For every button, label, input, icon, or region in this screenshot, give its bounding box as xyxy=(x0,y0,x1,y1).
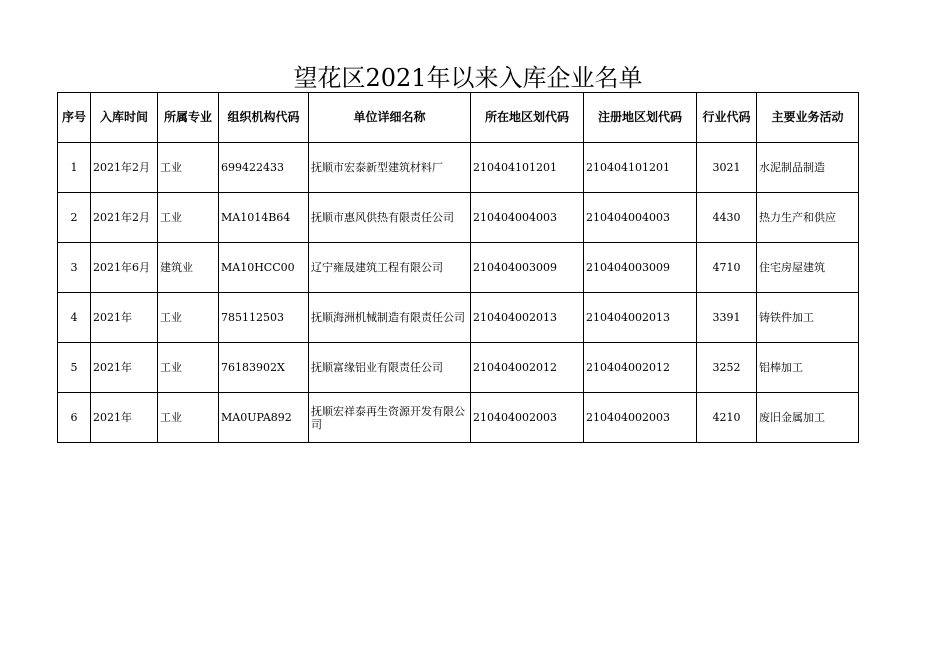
entry-date: 2021年6月 xyxy=(91,243,158,293)
registration-code: 210404002013 xyxy=(584,293,697,343)
header-cell: 单位详细名称 xyxy=(309,93,471,143)
sector: 工业 xyxy=(158,293,219,343)
location-code: 210404002013 xyxy=(471,293,584,343)
entry-date: 2021年 xyxy=(91,343,158,393)
location-code: 210404101201 xyxy=(471,143,584,193)
org-code: 76183902X xyxy=(219,343,309,393)
page-title: 望花区2021年以来入库企业名单 xyxy=(293,64,643,92)
entry-date: 2021年 xyxy=(91,293,158,343)
registration-code: 210404002003 xyxy=(584,393,697,443)
main-activity: 铸铁件加工 xyxy=(757,293,859,343)
main-activity: 住宅房屋建筑 xyxy=(757,243,859,293)
main-activity: 废旧金属加工 xyxy=(757,393,859,443)
row-number: 5 xyxy=(58,343,91,393)
table-row xyxy=(58,393,859,443)
table-row xyxy=(58,243,859,293)
enterprise-table xyxy=(57,92,859,443)
org-code: MA1014B64 xyxy=(219,193,309,243)
row-number: 1 xyxy=(58,143,91,193)
company-name: 抚顺宏祥泰再生资源开发有限公司 xyxy=(309,393,471,443)
registration-code: 210404101201 xyxy=(584,143,697,193)
header-cell: 注册地区划代码 xyxy=(584,93,697,143)
row-number: 6 xyxy=(58,393,91,443)
header-cell: 行业代码 xyxy=(697,93,757,143)
org-code: 785112503 xyxy=(219,293,309,343)
header-cell: 组织机构代码 xyxy=(219,93,309,143)
main-activity: 铝棒加工 xyxy=(757,343,859,393)
registration-code: 210404004003 xyxy=(584,193,697,243)
table-row xyxy=(58,143,859,193)
org-code: MA10HCC00 xyxy=(219,243,309,293)
sector: 工业 xyxy=(158,393,219,443)
location-code: 210404003009 xyxy=(471,243,584,293)
table-row xyxy=(58,293,859,343)
entry-date: 2021年2月 xyxy=(91,143,158,193)
location-code: 210404002012 xyxy=(471,343,584,393)
table-row xyxy=(58,343,859,393)
entry-date: 2021年2月 xyxy=(91,193,158,243)
location-code: 210404002003 xyxy=(471,393,584,443)
industry-code: 3391 xyxy=(697,293,757,343)
location-code: 210404004003 xyxy=(471,193,584,243)
main-activity: 热力生产和供应 xyxy=(757,193,859,243)
org-code: 699422433 xyxy=(219,143,309,193)
company-name: 抚顺海洲机械制造有限责任公司 xyxy=(309,293,471,343)
header-cell: 所在地区划代码 xyxy=(471,93,584,143)
sector: 工业 xyxy=(158,143,219,193)
header-cell: 序号 xyxy=(58,93,91,143)
industry-code: 4430 xyxy=(697,193,757,243)
industry-code: 3021 xyxy=(697,143,757,193)
company-name: 辽宁雍晟建筑工程有限公司 xyxy=(309,243,471,293)
industry-code: 3252 xyxy=(697,343,757,393)
registration-code: 210404003009 xyxy=(584,243,697,293)
industry-code: 4710 xyxy=(697,243,757,293)
industry-code: 4210 xyxy=(697,393,757,443)
header-cell: 入库时间 xyxy=(91,93,158,143)
main-activity: 水泥制品制造 xyxy=(757,143,859,193)
entry-date: 2021年 xyxy=(91,393,158,443)
company-name: 抚顺市惠风供热有限责任公司 xyxy=(309,193,471,243)
company-name: 抚顺市宏泰新型建筑材料厂 xyxy=(309,143,471,193)
org-code: MA0UPA892 xyxy=(219,393,309,443)
row-number: 4 xyxy=(58,293,91,343)
sector: 工业 xyxy=(158,343,219,393)
table-row xyxy=(58,193,859,243)
header-cell: 主要业务活动 xyxy=(757,93,859,143)
sector: 工业 xyxy=(158,193,219,243)
sector: 建筑业 xyxy=(158,243,219,293)
company-name: 抚顺富缘铝业有限责任公司 xyxy=(309,343,471,393)
registration-code: 210404002012 xyxy=(584,343,697,393)
row-number: 2 xyxy=(58,193,91,243)
header-row xyxy=(58,93,859,143)
row-number: 3 xyxy=(58,243,91,293)
header-cell: 所属专业 xyxy=(158,93,219,143)
